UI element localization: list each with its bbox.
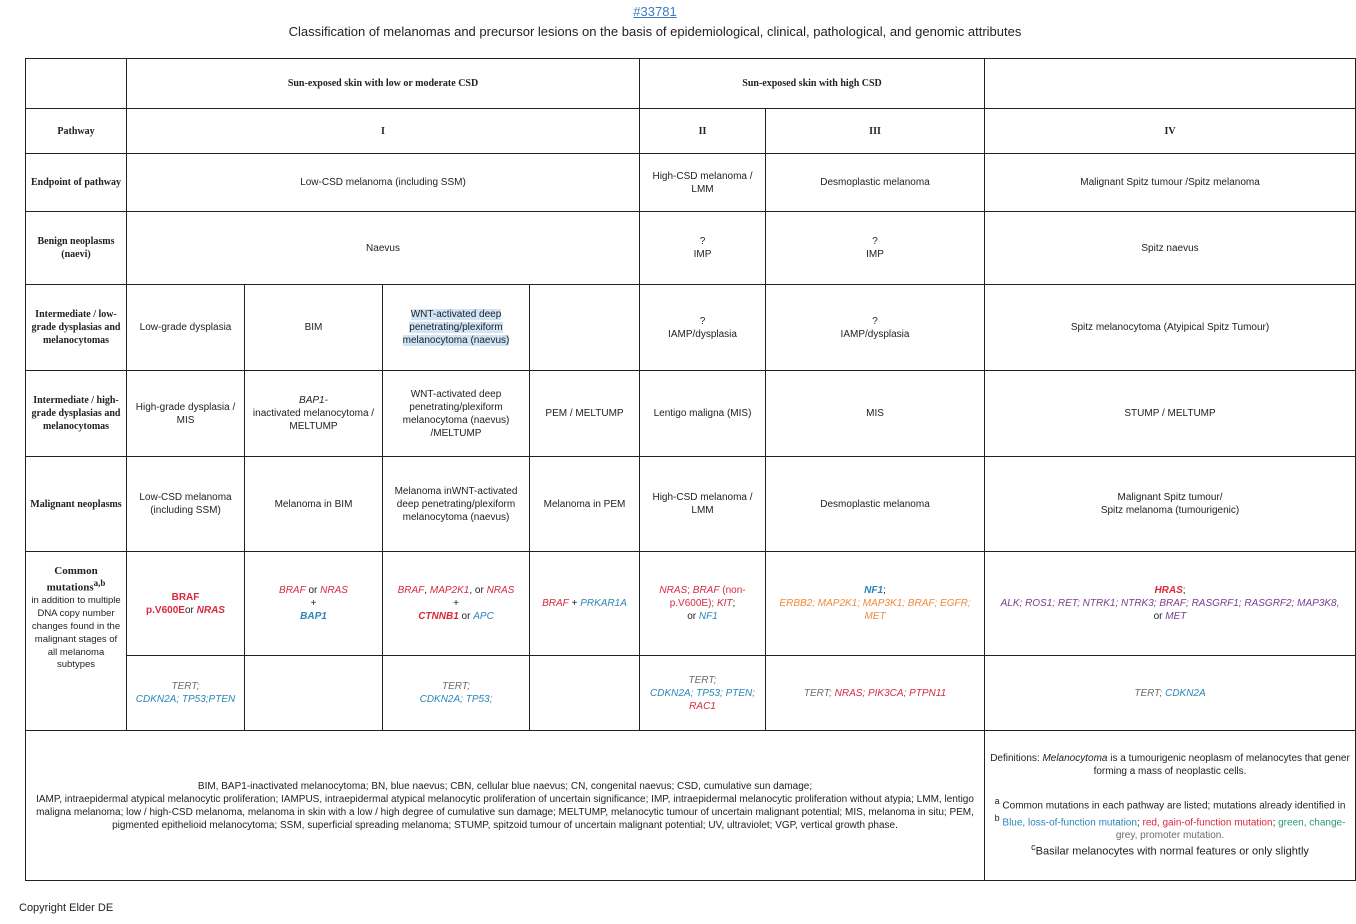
mut-iii-nf1: NF1 xyxy=(864,585,884,596)
benign-iv: Spitz naevus xyxy=(985,212,1356,285)
mut-c4 xyxy=(530,552,640,656)
intlow-ii-text: IAMP/dysplasia xyxy=(668,328,737,340)
mut-c1-nras: NRAS xyxy=(196,604,225,616)
inthigh-bap1-text: inactivated melanocytoma / MELTUMP xyxy=(252,408,375,432)
footnote-b-blue: Blue, loss-of-function mutation xyxy=(1002,816,1137,828)
inthigh-iv: STUMP / MELTUMP xyxy=(985,371,1356,457)
malignant-iv-line2: Spitz melanoma (tumourigenic) xyxy=(1100,505,1240,516)
mut-c2 xyxy=(245,552,383,656)
footnote-b-red: red, gain-of-function mutation xyxy=(1142,816,1273,828)
sec-ii-tert: TERT; xyxy=(688,674,717,686)
endpoint-iii: Desmoplastic melanoma xyxy=(766,154,985,212)
footnote-a-mark: a xyxy=(994,796,1000,807)
definitions-text: is a tumourigenic neoplasm of melanocytes that gener xyxy=(1110,753,1350,765)
sec-c1 xyxy=(127,656,245,731)
benign-iii-query: ? xyxy=(872,236,878,247)
mut-c3-or2: or xyxy=(461,611,471,622)
row-header-intermediate-low: Intermediate / low-grade dysplasias and melanocytomas xyxy=(26,285,127,371)
sec-c4-empty xyxy=(530,656,640,731)
intermediate-low-row xyxy=(26,285,1356,371)
sec-ii-rac1: RAC1 xyxy=(689,700,716,712)
mut-ii-braf: BRAF xyxy=(692,585,720,596)
endpoint-i: Low-CSD melanoma (including SSM) xyxy=(127,154,640,212)
footnote-a xyxy=(989,796,1351,812)
mut-ii-nras: NRAS xyxy=(659,585,688,596)
intlow-low-grade-dysplasia: Low-grade dysplasia xyxy=(127,285,245,371)
mut-c4-braf: BRAF xyxy=(542,598,569,609)
row-header-benign: Benign neoplasms (naevi) xyxy=(26,212,127,285)
mutations-label-note: in addition to multiple DNA copy number changes found in the malignant stages of all melanoma subtypes xyxy=(31,595,121,671)
pathway-iii: III xyxy=(766,109,985,154)
footnote-c-mark: c xyxy=(1031,841,1036,852)
benign-i: Naevus xyxy=(127,212,640,285)
mut-c2-bap1: BAP1 xyxy=(300,611,327,622)
footnote-c-text: Basilar melanocytes with normal features or only slightly xyxy=(1035,845,1309,858)
inthigh-ii: Lentigo maligna (MIS) xyxy=(640,371,766,457)
corner-cell xyxy=(26,59,127,109)
header-empty-cell xyxy=(985,59,1356,109)
sec-c1-tert: TERT; xyxy=(171,681,200,692)
mut-ii-variant: p.V600E); xyxy=(669,598,715,609)
intlow-iii xyxy=(766,285,985,371)
column-group-row xyxy=(26,59,1356,109)
intlow-empty-cell xyxy=(530,285,640,371)
footnote-c xyxy=(989,842,1351,859)
mut-iv-met: MET xyxy=(1165,611,1187,622)
header-low-csd: Sun-exposed skin with low or moderate CSD xyxy=(127,59,640,109)
abbreviations-cell xyxy=(26,731,985,881)
mutations-label xyxy=(30,564,122,595)
mut-c1-variant: p.V600E xyxy=(146,604,185,616)
intlow-wnt-text: WNT-activated deep penetrating/plexiform melanocytoma (naevus) xyxy=(402,309,510,346)
malignant-ii: High-CSD melanoma / LMM xyxy=(640,457,766,552)
header-high-csd: Sun-exposed skin with high CSD xyxy=(640,59,985,109)
mut-c1-or: or xyxy=(184,604,194,616)
mut-c2-or: or xyxy=(308,585,318,596)
mut-iv-semi: ; xyxy=(1182,585,1186,596)
mut-c3-plus: + xyxy=(453,598,459,609)
footnote-b-green: green, change- xyxy=(1278,816,1346,828)
mut-c3-comma: , xyxy=(424,585,428,596)
classification-table xyxy=(25,58,1356,881)
sec-c2-empty xyxy=(245,656,383,731)
footnote-b-grey: grey, promoter mutation. xyxy=(1115,829,1225,841)
footnote-a-text: Common mutations in each pathway are listed; mutations already identified in xyxy=(1002,800,1346,812)
abbreviations-line2: IAMP, intraepidermal atypical melanocytic proliferation; IAMPUS, intraepidermal atypical melanocytic proliferation of uncertain significance; IMP, intraepidermal melanocytic proliferation without atypia; LMM, lentigo maligna melanoma; low / high-CSD melanoma, melanoma in skin with a low / high degree of cumulative sun damage; MELTUMP, melanocytic tumour of uncertain malignant potential; MIS, melanoma in situ; PEM, pigmented epithelioid melanocytoma; SSM, superficial spreading melanoma; STUMP, spitzoid tumour of uncertain malignant potential; UV, ultraviolet; VGP, vertical growth phase. xyxy=(36,793,974,831)
row-header-endpoint: Endpoint of pathway xyxy=(26,154,127,212)
secondary-mutations-row xyxy=(26,656,1356,731)
sec-c1-genes: CDKN2A; TP53;PTEN xyxy=(135,694,236,705)
mut-iii xyxy=(766,552,985,656)
mut-ii-or: or xyxy=(687,611,697,622)
pathway-ii: II xyxy=(640,109,766,154)
inthigh-pem: PEM / MELTUMP xyxy=(530,371,640,457)
footnotes-row xyxy=(26,731,1356,881)
sec-iv-tert: TERT; xyxy=(1134,687,1163,699)
mut-c3-nras: NRAS xyxy=(486,585,515,596)
definitions-prefix: Definitions: xyxy=(990,753,1040,765)
pathway-row xyxy=(26,109,1356,154)
sec-c3-genes: CDKN2A; TP53; xyxy=(419,694,493,705)
footnote-b-sep2: ; xyxy=(1272,816,1276,828)
classification-table-frame xyxy=(25,58,1350,881)
endpoint-ii: High-CSD melanoma / LMM xyxy=(640,154,766,212)
mutations-label-sup: a,b xyxy=(93,578,106,589)
pathway-i: I xyxy=(127,109,640,154)
definitions-line2: forming a mass of neoplastic cells. xyxy=(1093,766,1247,778)
intlow-bim: BIM xyxy=(245,285,383,371)
intlow-ii xyxy=(640,285,766,371)
malignant-row xyxy=(26,457,1356,552)
inthigh-iii: MIS xyxy=(766,371,985,457)
mut-ii-semi: ; xyxy=(687,585,690,596)
sec-iv-cdkn2a: CDKN2A xyxy=(1165,687,1206,699)
mut-iii-semi: ; xyxy=(883,585,886,596)
footnote-b-mark: b xyxy=(994,812,1000,823)
intermediate-high-row xyxy=(26,371,1356,457)
malignant-pem: Melanoma in PEM xyxy=(530,457,640,552)
sec-c3-tert: TERT; xyxy=(442,681,470,692)
inthigh-wnt: WNT-activated deep penetrating/plexiform melanocytoma (naevus) /MELTUMP xyxy=(383,371,530,457)
mut-c1 xyxy=(127,552,245,656)
sec-iii xyxy=(766,656,985,731)
benign-ii-text: IMP xyxy=(693,249,712,260)
intlow-wnt-cell xyxy=(383,285,530,371)
intlow-ii-query: ? xyxy=(699,315,706,327)
malignant-iii: Desmoplastic melanoma xyxy=(766,457,985,552)
mut-ii-non: (non- xyxy=(722,585,746,596)
intlow-iii-text: IAMP/dysplasia xyxy=(840,328,910,340)
sec-iii-tert: TERT; xyxy=(803,687,832,699)
pathway-iv: IV xyxy=(985,109,1356,154)
mut-ii-nf1: NF1 xyxy=(698,611,718,622)
mut-c3-apc: APC xyxy=(473,611,494,622)
mut-c3-braf: BRAF xyxy=(397,585,425,596)
row-header-mutations xyxy=(26,552,127,731)
mut-c4-plus: + xyxy=(571,598,578,609)
malignant-iv-line1: Malignant Spitz tumour/ xyxy=(1117,492,1223,503)
row-header-intermediate-high: Intermediate / high-grade dysplasias and melanocytomas xyxy=(26,371,127,457)
endpoint-row xyxy=(26,154,1356,212)
mut-c2-plus: + xyxy=(310,598,317,609)
benign-ii xyxy=(640,212,766,285)
footnote-b xyxy=(989,813,1351,829)
malignant-low-csd: Low-CSD melanoma (including SSM) xyxy=(127,457,245,552)
mut-ii-semi2: ; xyxy=(732,598,736,609)
mut-c2-nras: NRAS xyxy=(320,585,348,596)
mut-c3-ctnnb1: CTNNB1 xyxy=(418,611,459,622)
mut-c1-braf: BRAF xyxy=(171,591,200,603)
intlow-iii-query: ? xyxy=(872,315,878,327)
mut-iii-genes: ERBB2; MAP2K1; MAP3K1; BRAF; EGFR; MET xyxy=(779,598,971,622)
mutations-row xyxy=(26,552,1356,656)
sec-iii-genes: NRAS; PIK3CA; PTPN11 xyxy=(834,687,947,699)
malignant-bim: Melanoma in BIM xyxy=(245,457,383,552)
copyright-text: Copyright Elder DE xyxy=(19,902,114,914)
benign-iii-text: IMP xyxy=(866,249,884,260)
malignant-wnt: Melanoma inWNT-activated deep penetrating/plexiform melanocytoma (naevus) xyxy=(383,457,530,552)
mut-c4-prkar1a: PRKAR1A xyxy=(580,598,627,609)
mut-c2-braf: BRAF xyxy=(279,585,306,596)
sec-ii-genes: CDKN2A; TP53; PTEN; xyxy=(650,687,756,699)
benign-iii xyxy=(766,212,985,285)
sec-iv xyxy=(985,656,1356,731)
mutations-label-text: Common mutations xyxy=(46,565,98,594)
mut-ii-kit: KIT xyxy=(716,598,733,609)
inthigh-bap1-gene: BAP1- xyxy=(299,395,328,406)
page-subtitle: Classification of melanomas and precursor lesions on the basis of epidemiological, clinical, pathological, and genomic attributes xyxy=(288,24,1022,39)
mut-iv xyxy=(985,552,1356,656)
record-id-link[interactable]: #33781 xyxy=(633,4,677,19)
malignant-iv xyxy=(985,457,1356,552)
footnote-b-sep1: ; xyxy=(1136,816,1140,828)
definitions-cell xyxy=(985,731,1356,881)
benign-row xyxy=(26,212,1356,285)
mut-ii xyxy=(640,552,766,656)
sec-c3 xyxy=(383,656,530,731)
row-header-malignant: Malignant neoplasms xyxy=(26,457,127,552)
definitions-term: Melanocytoma xyxy=(1042,753,1108,765)
inthigh-high-grade-dysplasia: High-grade dysplasia / MIS xyxy=(127,371,245,457)
mut-iv-hras: HRAS xyxy=(1154,585,1183,596)
endpoint-iv: Malignant Spitz tumour /Spitz melanoma xyxy=(985,154,1356,212)
sec-ii xyxy=(640,656,766,731)
mut-c3 xyxy=(383,552,530,656)
mut-iv-fusions: ALK; ROS1; RET; NTRK1; NTRK3; BRAF; RASGRF1; RASGRF2; MAP3K8, xyxy=(1000,598,1340,609)
mut-c3-map2k1: MAP2K1 xyxy=(429,585,470,596)
abbreviations-line1: BIM, BAP1-inactivated melanocytoma; BN, blue naevus; CBN, cellular blue naevus; CN, congenital naevus; CSD, cumulative sun damage; xyxy=(197,780,813,792)
mut-c3-or: , or xyxy=(469,585,484,596)
inthigh-bap1-cell xyxy=(245,371,383,457)
row-header-pathway: Pathway xyxy=(26,109,127,154)
benign-ii-query: ? xyxy=(699,236,706,247)
intlow-iv: Spitz melanocytoma (Atyipical Spitz Tumour) xyxy=(985,285,1356,371)
mut-iv-or: or xyxy=(1153,611,1163,622)
